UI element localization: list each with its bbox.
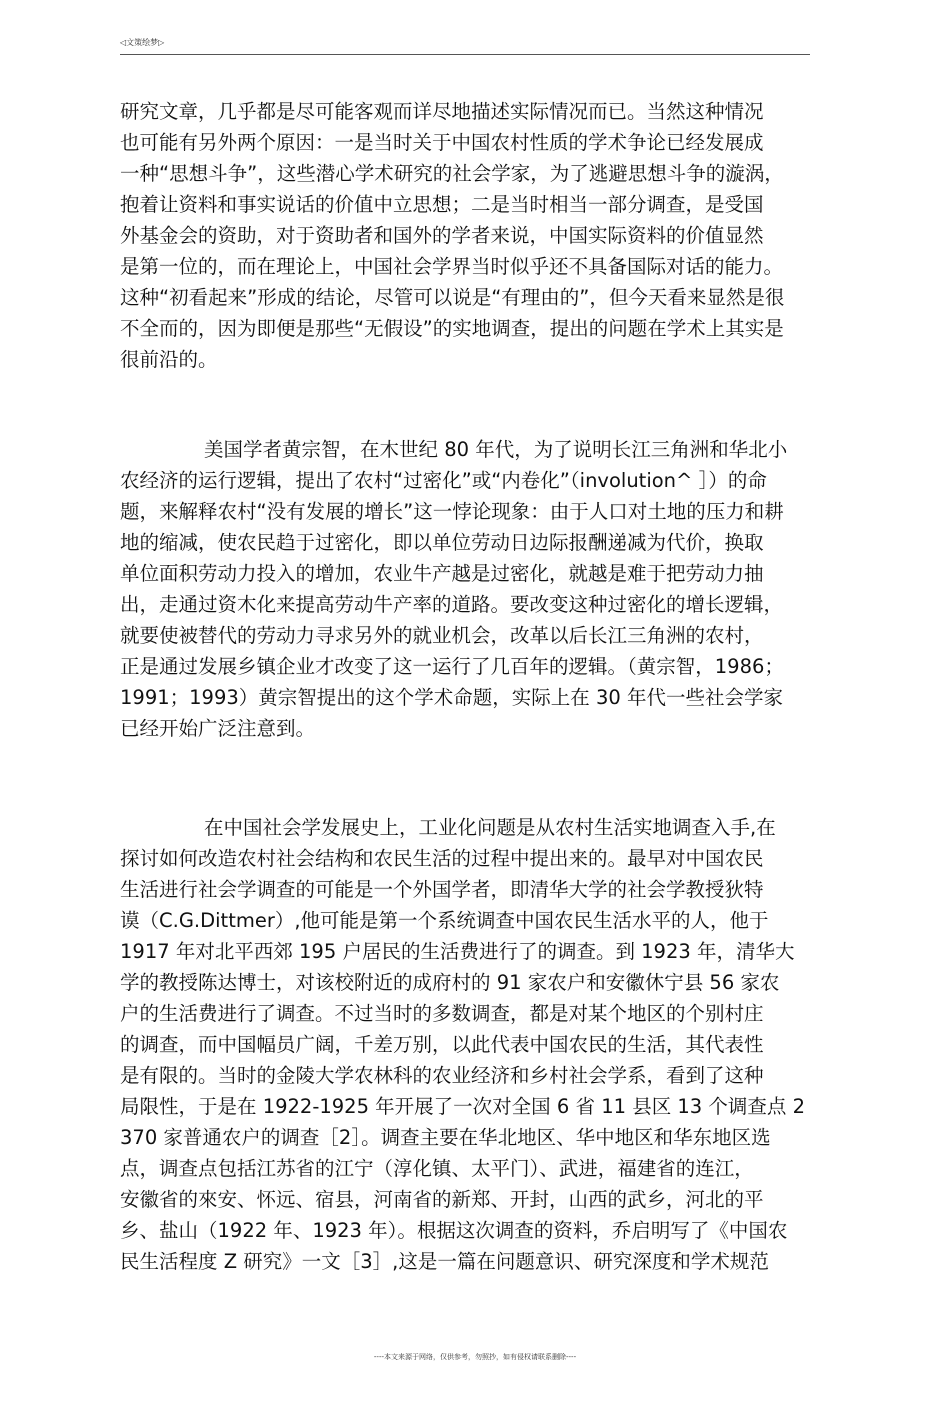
text-line: 的调查，而中国幅员广阔，千差万别，以此代表中国农民的生活，其代表性	[120, 1033, 764, 1056]
body-paragraph-2	[120, 434, 830, 744]
text-line: 这种“初看起来”形成的结论，尽管可以说是“有理由的”，但今天看来显然是很	[120, 286, 785, 309]
text-line: 就要使被替代的劳动力寻求另外的就业机会，改革以后长江三角洲的农村，	[120, 624, 764, 647]
text-line: 1917 年对北平西郊 195 户居民的生活费进行了的调查。到 1923 年，清华大	[120, 940, 795, 963]
text-line-indented: 美国学者黄宗智，在木世纪 80 年代，为了说明长江三角洲和华北小	[204, 438, 788, 461]
text-line: 也可能有另外两个原因：一是当时关于中国农村性质的学术争论已经发展成	[120, 131, 764, 154]
text-line: 抱着让资料和事实说话的价值中立思想；二是当时相当一部分调查，是受国	[120, 193, 764, 216]
text-line: 是第一位的，而在理论上，中国社会学界当时似乎还不具备国际对话的能力。	[120, 255, 784, 278]
text-line: 370 家普通农户的调查［2］。调查主要在华北地区、华中地区和华东地区选	[120, 1126, 771, 1149]
text-line: 局限性，于是在 1922-1925 年开展了一次对全国 6 省 11 县区 13 个调查点 2	[120, 1095, 806, 1118]
text-line: 地的缩减，使农民趋于过密化，即以单位劳动日边际报酬递减为代价，换取	[120, 531, 764, 554]
header-logo-text: ◁文策绘梦▷	[120, 38, 165, 47]
text-line: 点，调查点包括江苏省的江宁（淳化镇、太平门）、武进，福建省的连江，	[120, 1157, 754, 1180]
text-line: 乡、盐山（1922 年、1923 年）。根据这次调查的资料，乔启明写了《中国农	[120, 1219, 788, 1242]
text-line: 生活进行社会学调查的可能是一个外国学者，即清华大学的社会学教授狄特	[120, 878, 764, 901]
page-footer-disclaimer: ----本文来源于网络，仅供参考，勿照抄，如有侵权请联系删除----	[373, 1353, 577, 1361]
text-line-indented: 在中国社会学发展史上，工业化问题是从农村生活实地调查入手,在	[204, 816, 776, 839]
text-line: 是有限的。当时的金陵大学农林科的农业经济和乡村社会学系，看到了这种	[120, 1064, 764, 1087]
text-line: 安徽省的來安、怀远、宿县，河南省的新郑、开封，山西的武乡，河北的平	[120, 1188, 764, 1211]
text-line: 探讨如何改造农村社会结构和农民生活的过程中提出来的。最早对中国农民	[120, 847, 764, 870]
text-line: 研究文章，几乎都是尽可能客观而详尽地描述实际情况而已。当然这种情况	[120, 100, 764, 123]
body-paragraph-3	[120, 812, 830, 1277]
text-line: 户的生活费进行了调查。不过当时的多数调查，都是对某个地区的个别村庄	[120, 1002, 764, 1025]
text-line: 正是通过发展乡镇企业才改变了这一运行了几百年的逻辑。（黄宗智，1986；	[120, 655, 784, 678]
text-line: 谟（C.G.Dittmer）,他可能是第一个系统调查中国农民生活水平的人，他于	[120, 909, 769, 932]
text-line: 很前沿的。	[120, 348, 218, 371]
text-line: 民生活程度 Z 研究》一文［3］,这是一篇在问题意识、研究深度和学术规范	[120, 1250, 769, 1273]
text-line: 单位面积劳动力投入的增加，农业牛产越是过密化，就越是难于把劳动力抽	[120, 562, 764, 585]
body-paragraph-1	[120, 96, 830, 375]
page-header	[120, 38, 810, 55]
text-line: 外基金会的资助，对于资助者和国外的学者来说，中国实际资料的价值显然	[120, 224, 764, 247]
text-line: 出，走通过资木化来提高劳动牛产率的道路。要改变这种过密化的增长逻辑，	[120, 593, 784, 616]
text-line: 不全而的，因为即便是那些“无假设”的实地调查，提出的问题在学术上其实是	[120, 317, 784, 340]
text-line: 1991；1993）黄宗智提出的这个学术命题，实际上在 30 年代一些社会学家	[120, 686, 783, 709]
text-line: 已经开始广泛注意到。	[120, 717, 316, 740]
text-line: 学的教授陈达博士，对该校附近的成府村的 91 家农户和安徽休宁县 56 家农	[120, 971, 780, 994]
text-line: 一种“思想斗争”，这些潜心学术研究的社会学家，为了逃避思想斗争的漩涡，	[120, 162, 784, 185]
text-line: 题，来解释农村“没有发展的增长”这一悖论现象：由于人口对土地的压力和耕	[120, 500, 784, 523]
text-line: 农经济的运行逻辑，提出了农村“过密化”或“内卷化”（involution^ ］）的命	[120, 469, 767, 492]
